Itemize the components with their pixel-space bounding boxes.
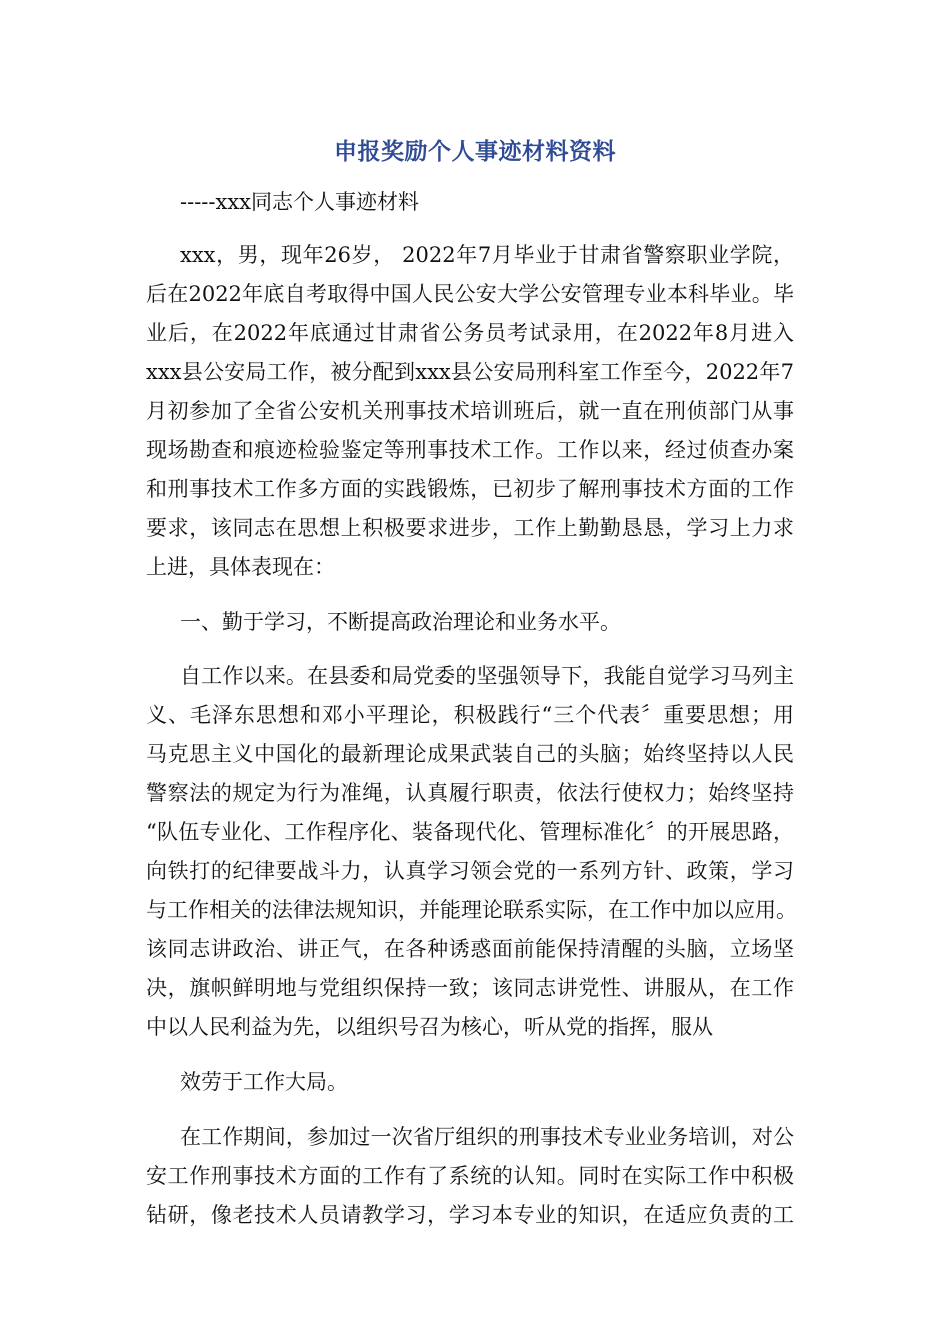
paragraph-line: xxx县公安局工作，被分配到xxx县公安局刑科室工作至今，2022年7 [146,360,794,384]
paragraph-line: 自工作以来。在县委和局党委的坚强领导下，我能自觉学习马列主 [180,664,794,688]
paragraph-line: 马克思主义中国化的最新理论成果武装自己的头脑；始终坚持以人民 [146,742,794,766]
paragraph-line: 义、毛泽东思想和邓小平理论，积极践行“三个代表〞重要思想；用 [146,703,794,727]
paragraph-line: 月初参加了全省公安机关刑事技术培训班后，就一直在刑侦部门从事 [146,399,794,423]
paragraph-line: 上进，具体表现在： [146,555,335,579]
paragraph-line: 该同志讲政治、讲正气，在各种诱惑面前能保持清醒的头脑，立场坚 [146,937,794,961]
paragraph-line: 决，旗帜鲜明地与党组织保持一致；该同志讲党性、讲服从，在工作 [146,976,794,1000]
paragraph-line: 钻研，像老技术人员请教学习，学习本专业的知识，在适应负责的工 [146,1203,794,1227]
paragraph-line: 向铁打的纪律要战斗力，认真学习领会党的一系列方针、政策，学习 [146,859,794,883]
document-body [146,0,806,1344]
paragraph-line: 中以人民利益为先，以组织号召为核心，听从党的指挥，服从 [146,1015,713,1039]
paragraph-line: 和刑事技术工作多方面的实践锻炼，已初步了解刑事技术方面的工作 [146,477,794,501]
paragraph-line: xxx，男，现年26岁， 2022年7月毕业于甘肃省警察职业学院， [180,243,794,267]
paragraph-line: 业后，在2022年底通过甘肃省公务员考试录用，在2022年8月进入 [146,321,794,345]
paragraph-line: 安工作刑事技术方面的工作有了系统的认知。同时在实际工作中积极 [146,1164,794,1188]
paragraph-line: “队伍专业化、工作程序化、装备现代化、管理标准化〞的开展思路， [146,820,794,844]
paragraph-line: 要求，该同志在思想上积极要求进步，工作上勤勤恳恳，学习上力求 [146,516,794,540]
paragraph-line: 后在2022年底自考取得中国人民公安大学公安管理专业本科毕业。毕 [146,282,794,306]
paragraph-line: 在工作期间，参加过一次省厅组织的刑事技术专业业务培训，对公 [180,1125,794,1149]
paragraph-line: 警察法的规定为行为准绳，认真履行职责，依法行使权力；始终坚持 [146,781,794,805]
document-title: 申报奖励个人事迹材料资料 [334,139,616,165]
section-heading: 一、勤于学习，不断提高政治理论和业务水平。 [180,610,621,634]
paragraph-line: 与工作相关的法律法规知识，并能理论联系实际，在工作中加以应用。 [146,898,797,922]
paragraph-line: 效劳于工作大局。 [180,1070,348,1094]
subtitle: -----xxx同志个人事迹材料 [180,190,420,214]
paragraph-line: 现场勘查和痕迹检验鉴定等刑事技术工作。工作以来，经过侦查办案 [146,438,794,462]
